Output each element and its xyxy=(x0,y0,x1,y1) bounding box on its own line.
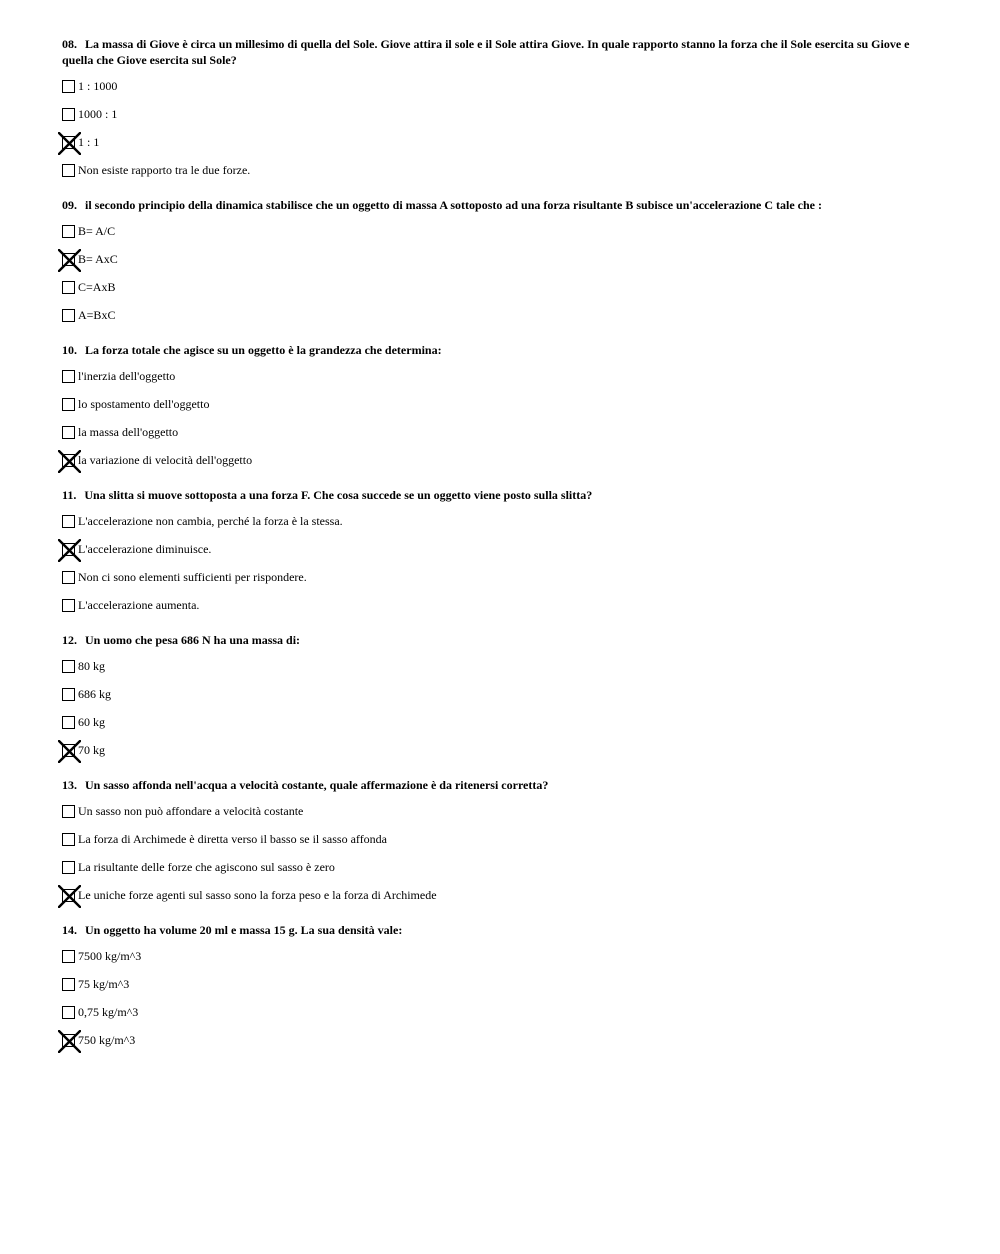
answer-label: B= AxC xyxy=(78,251,118,266)
answer-checkbox[interactable] xyxy=(62,978,75,991)
answer-label: Un sasso non può affondare a velocità costante xyxy=(78,803,304,818)
answer-label: 1 : 1000 xyxy=(78,78,118,93)
answer-checkbox[interactable] xyxy=(62,426,75,439)
question-14 xyxy=(62,922,932,1054)
question-body: La forza totale che agisce su un oggetto è la grandezza che determina: xyxy=(85,343,442,357)
answer-checkbox[interactable] xyxy=(62,716,75,729)
answer-label: l'inerzia dell'oggetto xyxy=(78,368,176,383)
answer-option xyxy=(62,156,932,184)
answer-checkbox-checked[interactable] xyxy=(62,1034,75,1047)
answer-option xyxy=(62,390,932,418)
question-body: Una slitta si muove sottoposta a una forza F. Che cosa succede se un oggetto viene posto sulla slitta? xyxy=(84,488,593,502)
answer-checkbox[interactable] xyxy=(62,164,75,177)
answer-option xyxy=(62,736,932,764)
answer-option xyxy=(62,446,932,474)
answer-option xyxy=(62,708,932,736)
answer-option xyxy=(62,970,932,998)
option-list xyxy=(62,652,932,764)
answer-checkbox[interactable] xyxy=(62,108,75,121)
question-body: Un uomo che pesa 686 N ha una massa di: xyxy=(85,633,301,647)
answer-label: L'accelerazione diminuisce. xyxy=(78,541,212,556)
answer-option xyxy=(62,563,932,591)
question-number: 14. xyxy=(62,923,77,937)
answer-label: Le uniche forze agenti sul sasso sono la forza peso e la forza di Archimede xyxy=(78,887,437,902)
answer-label: 0,75 kg/m^3 xyxy=(78,1004,139,1019)
answer-option xyxy=(62,535,932,563)
answer-checkbox[interactable] xyxy=(62,805,75,818)
answer-option xyxy=(62,217,932,245)
question-body: il secondo principio della dinamica stabilisce che un oggetto di massa A sottoposto ad una forza risultante B subisce un'accelerazione C tale che : xyxy=(85,198,822,212)
answer-option xyxy=(62,942,932,970)
question-body: Un sasso affonda nell'acqua a velocità costante, quale affermazione è da ritenersi corretta? xyxy=(85,778,549,792)
answer-checkbox[interactable] xyxy=(62,861,75,874)
question-10 xyxy=(62,342,932,474)
answer-option xyxy=(62,797,932,825)
answer-label: L'accelerazione aumenta. xyxy=(78,597,200,612)
answer-label: la massa dell'oggetto xyxy=(78,424,179,439)
question-number: 13. xyxy=(62,778,77,792)
option-list xyxy=(62,942,932,1054)
answer-option xyxy=(62,128,932,156)
option-list xyxy=(62,217,932,329)
cross-mark-icon xyxy=(58,1030,81,1053)
answer-option xyxy=(62,680,932,708)
answer-checkbox[interactable] xyxy=(62,660,75,673)
answer-checkbox[interactable] xyxy=(62,688,75,701)
option-list xyxy=(62,362,932,474)
answer-checkbox-checked[interactable] xyxy=(62,889,75,902)
answer-label: La forza di Archimede è diretta verso il basso se il sasso affonda xyxy=(78,831,388,846)
question-12 xyxy=(62,632,932,764)
answer-label: L'accelerazione non cambia, perché la forza è la stessa. xyxy=(78,513,343,528)
answer-checkbox[interactable] xyxy=(62,950,75,963)
question-number: 08. xyxy=(62,37,77,51)
answer-checkbox[interactable] xyxy=(62,599,75,612)
question-text xyxy=(62,487,932,503)
answer-checkbox[interactable] xyxy=(62,398,75,411)
answer-checkbox[interactable] xyxy=(62,515,75,528)
answer-label: Non esiste rapporto tra le due forze. xyxy=(78,162,251,177)
answer-label: lo spostamento dell'oggetto xyxy=(78,396,210,411)
answer-label: 70 kg xyxy=(78,742,105,757)
cross-mark-icon xyxy=(58,249,81,272)
answer-label: 75 kg/m^3 xyxy=(78,976,130,991)
answer-checkbox[interactable] xyxy=(62,309,75,322)
question-text xyxy=(62,197,932,213)
answer-option xyxy=(62,652,932,680)
answer-label: A=BxC xyxy=(78,307,116,322)
question-11 xyxy=(62,487,932,619)
answer-label: 7500 kg/m^3 xyxy=(78,948,142,963)
answer-option xyxy=(62,1026,932,1054)
answer-checkbox[interactable] xyxy=(62,571,75,584)
answer-option xyxy=(62,825,932,853)
answer-option xyxy=(62,853,932,881)
answer-checkbox-checked[interactable] xyxy=(62,744,75,757)
answer-option xyxy=(62,245,932,273)
answer-checkbox[interactable] xyxy=(62,1006,75,1019)
answer-label: Non ci sono elementi sufficienti per rispondere. xyxy=(78,569,307,584)
answer-checkbox[interactable] xyxy=(62,225,75,238)
question-body: Un oggetto ha volume 20 ml e massa 15 g. La sua densità vale: xyxy=(85,923,403,937)
answer-label: 750 kg/m^3 xyxy=(78,1032,136,1047)
question-number: 12. xyxy=(62,633,77,647)
answer-option xyxy=(62,881,932,909)
cross-mark-icon xyxy=(58,885,81,908)
answer-option xyxy=(62,591,932,619)
answer-option xyxy=(62,507,932,535)
question-body: La massa di Giove è circa un millesimo di quella del Sole. Giove attira il sole e il Sole attira Giove. In quale rapporto stanno la forza che il Sole esercita su Giove e quella che Giove esercita sul Sole? xyxy=(62,37,910,67)
question-number: 10. xyxy=(62,343,77,357)
option-list xyxy=(62,72,932,184)
answer-label: 1000 : 1 xyxy=(78,106,118,121)
question-text xyxy=(62,777,932,793)
option-list xyxy=(62,797,932,909)
question-number: 09. xyxy=(62,198,77,212)
quiz-document xyxy=(62,36,932,1067)
answer-option xyxy=(62,72,932,100)
answer-checkbox[interactable] xyxy=(62,80,75,93)
question-number: 11. xyxy=(62,488,77,502)
question-13 xyxy=(62,777,932,909)
answer-checkbox-checked[interactable] xyxy=(62,136,75,149)
cross-mark-icon xyxy=(58,539,81,562)
cross-mark-icon xyxy=(58,132,81,155)
question-text xyxy=(62,922,932,938)
answer-label: La risultante delle forze che agiscono sul sasso è zero xyxy=(78,859,335,874)
answer-checkbox[interactable] xyxy=(62,370,75,383)
answer-label: B= A/C xyxy=(78,223,116,238)
answer-checkbox[interactable] xyxy=(62,833,75,846)
question-08 xyxy=(62,36,932,184)
answer-label: 60 kg xyxy=(78,714,105,729)
answer-option xyxy=(62,301,932,329)
answer-checkbox-checked[interactable] xyxy=(62,543,75,556)
answer-option xyxy=(62,362,932,390)
answer-option xyxy=(62,100,932,128)
answer-checkbox[interactable] xyxy=(62,281,75,294)
question-09 xyxy=(62,197,932,329)
question-text xyxy=(62,36,932,68)
answer-label: C=AxB xyxy=(78,279,116,294)
answer-checkbox-checked[interactable] xyxy=(62,454,75,467)
question-text xyxy=(62,632,932,648)
cross-mark-icon xyxy=(58,740,81,763)
answer-option xyxy=(62,998,932,1026)
option-list xyxy=(62,507,932,619)
cross-mark-icon xyxy=(58,450,81,473)
question-text xyxy=(62,342,932,358)
answer-option xyxy=(62,418,932,446)
answer-checkbox-checked[interactable] xyxy=(62,253,75,266)
answer-option xyxy=(62,273,932,301)
answer-label: la variazione di velocità dell'oggetto xyxy=(78,452,253,467)
answer-label: 80 kg xyxy=(78,658,105,673)
answer-label: 686 kg xyxy=(78,686,111,701)
answer-label: 1 : 1 xyxy=(78,134,100,149)
